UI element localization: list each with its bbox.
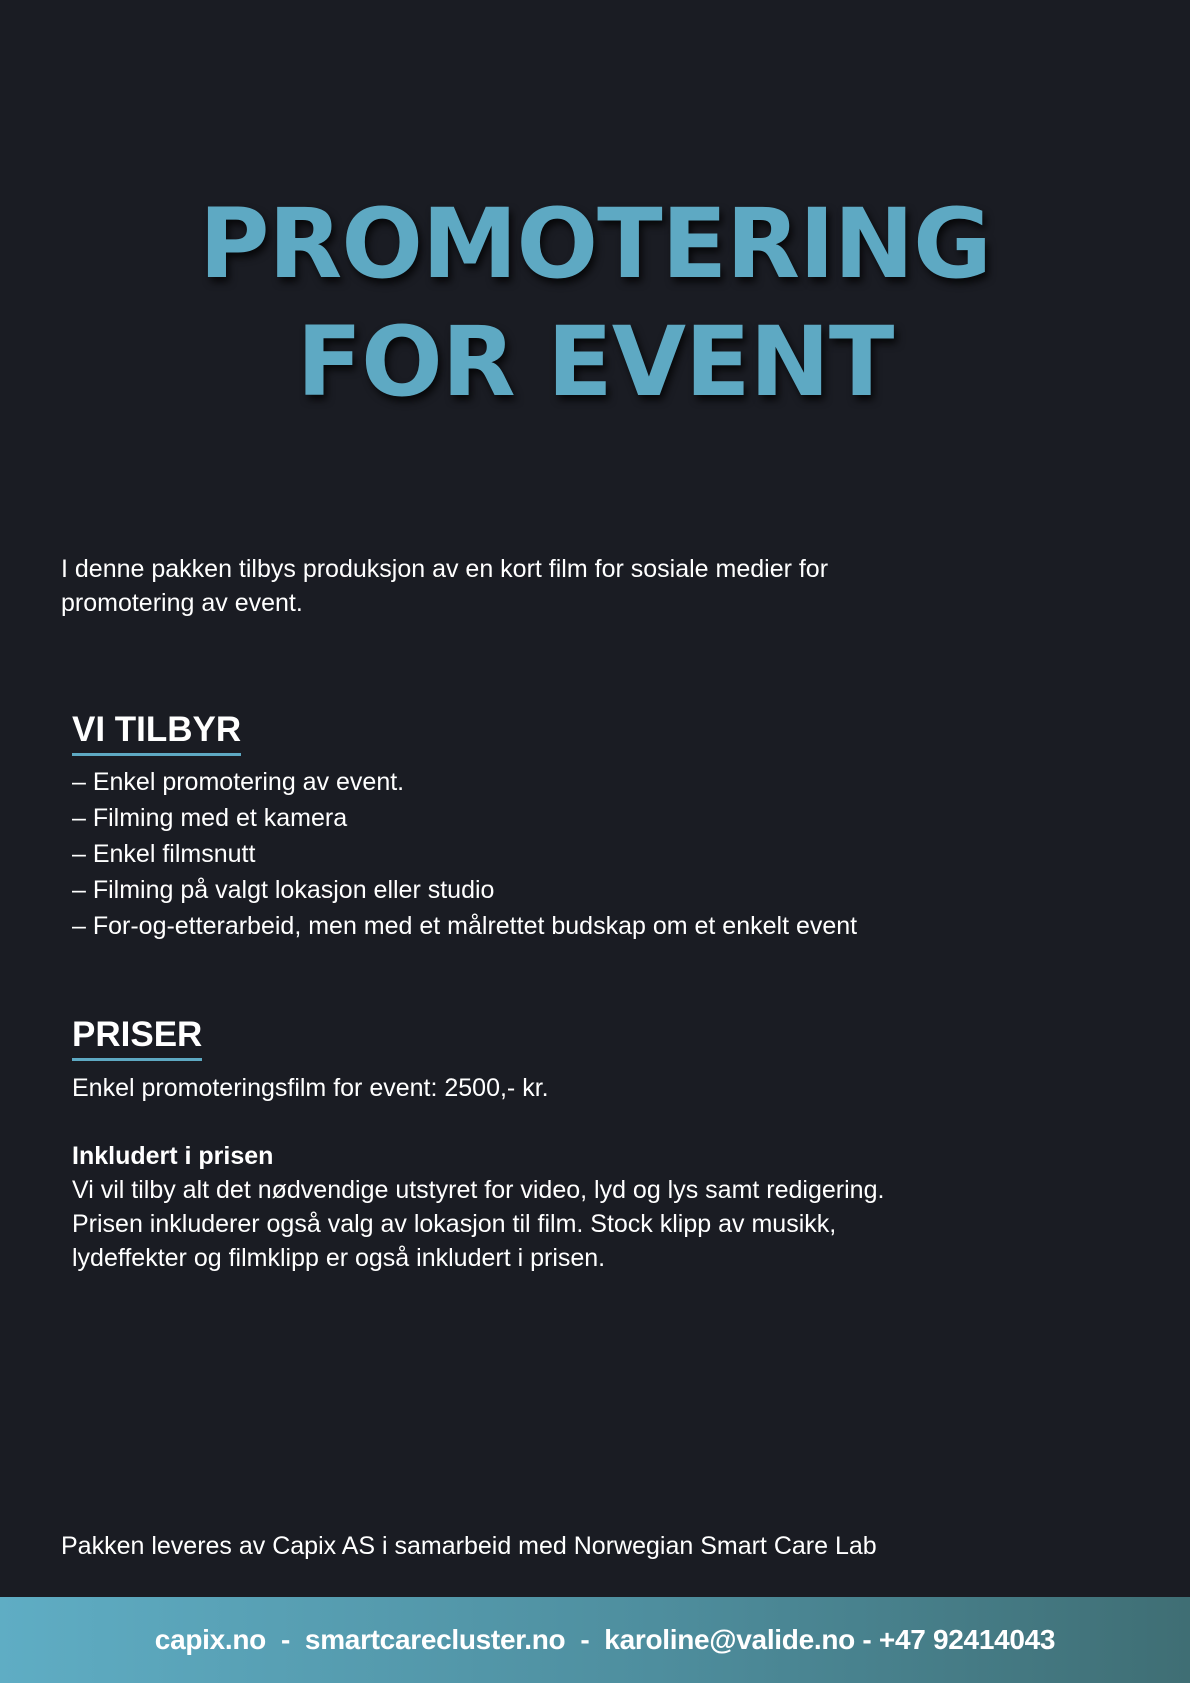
intro-text: I denne pakken tilbys produksjon av en kort film for sosiale medier for promotering av event.: [61, 555, 829, 617]
title-line-1: PROMOTERING: [199, 188, 991, 300]
list-item: – Enkel promotering av event.: [72, 768, 405, 796]
included-title: Inkludert i prisen: [72, 1142, 274, 1170]
included-text: Vi vil tilby alt det nødvendige utstyret for video, lyd og lys samt redigering. Prisen inkluderer også valg av lokasjon til film. Stock klipp av musikk, lydeffekter og filmklipp er også inkludert i prisen.: [72, 1176, 885, 1272]
price-line: Enkel promoteringsfilm for event: 2500,- kr.: [72, 1074, 549, 1102]
provider-text: Pakken leveres av Capix AS i samarbeid med Norwegian Smart Care Lab: [61, 1532, 877, 1560]
footer-contact: capix.no - smartcarecluster.no - karoline@valide.no - +47 92414043: [154, 1624, 1056, 1655]
footer-bar: [0, 1597, 1190, 1683]
list-item: – For-og-etterarbeid, men med et målrettet budskap om et enkelt event: [72, 912, 858, 940]
title-line-2: FOR EVENT: [296, 306, 894, 418]
list-item: – Filming med et kamera: [72, 804, 348, 832]
prices-heading: PRISER: [72, 1015, 202, 1061]
page-title: [0, 185, 1190, 421]
offer-heading: VI TILBYR: [72, 710, 241, 756]
list-item: – Enkel filmsnutt: [72, 840, 256, 868]
list-item: – Filming på valgt lokasjon eller studio: [72, 876, 495, 904]
offer-list: [72, 764, 857, 944]
